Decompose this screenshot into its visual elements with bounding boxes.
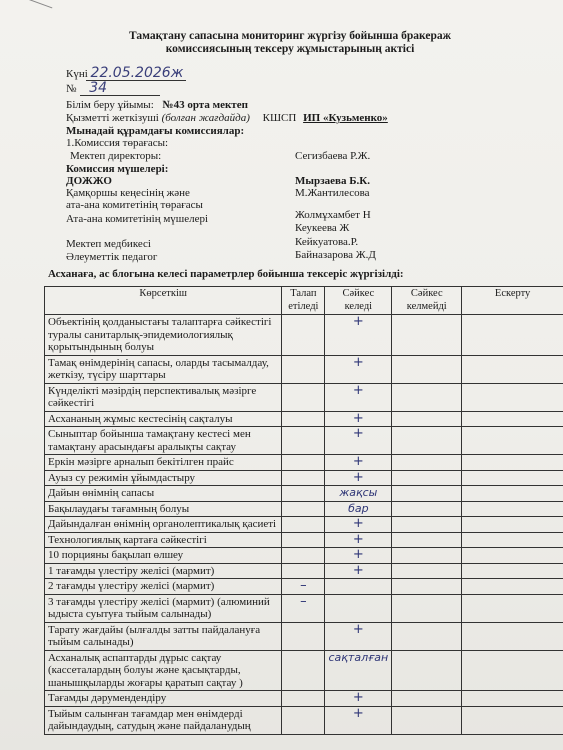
- header-indicator: Көрсеткіш: [45, 287, 282, 315]
- row-indicator: Дайындалған өнімнің органолептикалық қасиеті: [45, 517, 282, 533]
- row-compliant: жақсы: [325, 486, 392, 502]
- parents-label: Ата-ана комитетінің мүшелері: [66, 213, 209, 225]
- row-noncompliant: [392, 486, 462, 502]
- trustee-label-2: ата-ана комитетінің төрағасы: [66, 199, 203, 211]
- row-noncompliant: [392, 563, 462, 579]
- dojjo-name: Мырзаева Б.К.: [295, 175, 370, 187]
- row-compliant: +: [325, 622, 392, 650]
- row-indicator: Объектінің қолданыстағы талаптарға сәйкестігі туралы санитарлық-эпидемиологиялық қорытындының болуы: [45, 315, 282, 356]
- commission-header: Мынадай құрамдағы комиссиялар:: [66, 125, 245, 137]
- table-header-row: [45, 287, 563, 315]
- table-row: [45, 532, 563, 548]
- members-header: Комиссия мүшелері:: [66, 163, 169, 175]
- row-noncompliant: [392, 355, 462, 383]
- row-required: [282, 563, 325, 579]
- trustee-name: М.Жантилесова: [295, 187, 370, 199]
- table-row: [45, 579, 563, 595]
- row-required: [282, 355, 325, 383]
- nurse-label: Мектеп медбикесі: [66, 238, 151, 250]
- table-row: [45, 315, 563, 356]
- row-noncompliant: [392, 315, 462, 356]
- row-noncompliant: [392, 501, 462, 517]
- table-row: [45, 691, 563, 707]
- table-row: [45, 427, 563, 455]
- row-compliant: +: [325, 706, 392, 734]
- row-noncompliant: [392, 622, 462, 650]
- parent-name-2: Кеукеева Ж: [295, 222, 350, 234]
- table-row: [45, 383, 563, 411]
- director-label: Мектеп директоры:: [70, 150, 162, 162]
- row-indicator: Еркін мәзірге арналып бекітілген прайс: [45, 455, 282, 471]
- table-row: [45, 650, 563, 691]
- row-required: [282, 486, 325, 502]
- row-noncompliant: [392, 650, 462, 691]
- document-title: [100, 30, 480, 56]
- provider-value: ИП «Кузьменко»: [303, 112, 388, 124]
- row-compliant: [325, 579, 392, 595]
- row-note: [462, 470, 563, 486]
- social-label: Әлеуметтік педагог: [66, 251, 158, 263]
- row-indicator: Ауыз су режимін ұйымдастыру: [45, 470, 282, 486]
- inspection-table: [44, 286, 563, 735]
- row-required: [282, 501, 325, 517]
- table-body: [45, 315, 563, 735]
- table-row: [45, 622, 563, 650]
- row-indicator: 10 порцияны бақылап өлшеу: [45, 548, 282, 564]
- row-noncompliant: [392, 548, 462, 564]
- row-compliant: +: [325, 411, 392, 427]
- row-noncompliant: [392, 455, 462, 471]
- table-row: [45, 470, 563, 486]
- row-indicator: Бақылаудағы тағамның болуы: [45, 501, 282, 517]
- row-required: [282, 427, 325, 455]
- row-compliant: +: [325, 532, 392, 548]
- row-required: [282, 691, 325, 707]
- row-compliant: [325, 594, 392, 622]
- row-compliant: сақталған: [325, 650, 392, 691]
- row-noncompliant: [392, 532, 462, 548]
- row-note: [462, 411, 563, 427]
- row-required: –: [282, 579, 325, 595]
- table-row: [45, 501, 563, 517]
- trustee-label-1: Қамқоршы кеңесінің және: [66, 187, 190, 199]
- row-compliant: +: [325, 548, 392, 564]
- row-note: [462, 383, 563, 411]
- row-compliant: +: [325, 315, 392, 356]
- row-note: [462, 563, 563, 579]
- row-note: [462, 706, 563, 734]
- row-note: [462, 532, 563, 548]
- row-compliant: +: [325, 383, 392, 411]
- provider-row: [66, 112, 388, 125]
- row-indicator: Дайын өнімнің сапасы: [45, 486, 282, 502]
- row-compliant: +: [325, 691, 392, 707]
- row-required: [282, 532, 325, 548]
- chair-label: 1.Комиссия төрағасы:: [66, 137, 169, 149]
- row-required: [282, 383, 325, 411]
- dojjo-label: ДОЖЖО: [66, 175, 112, 187]
- table-row: [45, 548, 563, 564]
- row-indicator: 1 тағамды үлестіру желісі (мармит): [45, 563, 282, 579]
- row-indicator: Асханалық аспаптарды дұрыс сақтау (кассеталардың болуы және қасықтарды, шанышқыларды жоғары қаратып сақтау ): [45, 650, 282, 691]
- title-line-2: комиссиясының тексеру жұмыстарының актісі: [165, 43, 415, 55]
- row-required: [282, 622, 325, 650]
- row-note: [462, 455, 563, 471]
- row-compliant: бар: [325, 501, 392, 517]
- row-indicator: Сыныптар бойынша тамақтану кестесі мен тамақтану арасындағы аралықты сақтау: [45, 427, 282, 455]
- row-compliant: +: [325, 427, 392, 455]
- school-row: [66, 99, 248, 112]
- row-indicator: Асхананың жұмыс кестесінің сақталуы: [45, 411, 282, 427]
- row-compliant: +: [325, 455, 392, 471]
- social-name: Байназарова Ж.Д: [295, 249, 376, 261]
- provider-note: (болған жағдайда): [161, 112, 250, 124]
- row-indicator: Күнделікті мәзірдің перспективалық мәзірге сәйкестігі: [45, 383, 282, 411]
- title-line-1: Тамақтану сапасына мониторинг жүргізу бойынша бракераж: [129, 30, 451, 42]
- row-required: [282, 650, 325, 691]
- row-note: [462, 501, 563, 517]
- row-indicator: Тыйым салынған тағамдар мен өнімдерді дайындаудың, сатудың және пайдаланудың: [45, 706, 282, 734]
- row-note: [462, 427, 563, 455]
- parent-name-1: Жолмұхамбет Н: [295, 209, 371, 221]
- number-value: 34: [89, 80, 108, 96]
- row-compliant: +: [325, 517, 392, 533]
- table-row: [45, 486, 563, 502]
- table-row: [45, 594, 563, 622]
- row-noncompliant: [392, 706, 462, 734]
- number-label: №: [66, 83, 77, 95]
- paper-crease: [8, 0, 53, 27]
- number-underline: [80, 95, 160, 96]
- row-indicator: 3 тағамды үлестіру желісі (мармит) (алюминий ыдыста суытуға тыйым салынады): [45, 594, 282, 622]
- row-indicator: 2 тағамды үлестіру желісі (мармит): [45, 579, 282, 595]
- row-compliant: +: [325, 563, 392, 579]
- table-row: [45, 563, 563, 579]
- header-compliant: Сәйкес келеді: [325, 287, 392, 315]
- row-noncompliant: [392, 691, 462, 707]
- row-note: [462, 548, 563, 564]
- date-label: Күні: [66, 68, 88, 80]
- row-note: [462, 315, 563, 356]
- row-note: [462, 650, 563, 691]
- date-value: 22.05.2026ж: [90, 65, 184, 81]
- row-noncompliant: [392, 383, 462, 411]
- row-noncompliant: [392, 579, 462, 595]
- row-note: [462, 622, 563, 650]
- header-required: Талап етіледі: [282, 287, 325, 315]
- row-noncompliant: [392, 470, 462, 486]
- header-noncompliant: Сәйкес келмейді: [392, 287, 462, 315]
- header-note: Ескерту: [462, 287, 563, 315]
- row-required: [282, 315, 325, 356]
- row-note: [462, 517, 563, 533]
- row-required: [282, 548, 325, 564]
- date-row: [66, 67, 183, 81]
- provider-label: Қызметті жеткізуші: [66, 112, 159, 124]
- director-name: Сегизбаева Р.Ж.: [295, 150, 371, 162]
- table-row: [45, 355, 563, 383]
- row-note: [462, 486, 563, 502]
- number-row: [66, 82, 107, 96]
- row-noncompliant: [392, 411, 462, 427]
- table-row: [45, 411, 563, 427]
- row-compliant: +: [325, 470, 392, 486]
- row-required: [282, 411, 325, 427]
- table-row: [45, 706, 563, 734]
- row-indicator: Тамақ өнімдерінің сапасы, оларды тасымалдау, жеткізу, түсіру шарттары: [45, 355, 282, 383]
- table-row: [45, 517, 563, 533]
- row-note: [462, 355, 563, 383]
- row-indicator: Технологиялық картаға сәйкестігі: [45, 532, 282, 548]
- school-value: №43 орта мектеп: [162, 99, 248, 111]
- row-required: [282, 517, 325, 533]
- table-row: [45, 455, 563, 471]
- row-required: [282, 706, 325, 734]
- row-required: [282, 470, 325, 486]
- inspection-header: Асханаға, ас блогына келесі параметрлер бойынша тексеріс жүргізілді:: [48, 268, 404, 280]
- row-indicator: Тарату жағдайы (ылғалды затты пайдалануға тыйым салынады): [45, 622, 282, 650]
- nurse-name: Кейкуатова.Р.: [295, 236, 359, 248]
- row-note: [462, 594, 563, 622]
- row-noncompliant: [392, 517, 462, 533]
- row-note: [462, 691, 563, 707]
- row-indicator: Тағамды дәрумендендіру: [45, 691, 282, 707]
- row-required: [282, 455, 325, 471]
- row-note: [462, 579, 563, 595]
- row-noncompliant: [392, 427, 462, 455]
- school-label: Білім беру ұйымы:: [66, 99, 154, 111]
- provider-prefix: КШСП: [262, 112, 297, 124]
- row-noncompliant: [392, 594, 462, 622]
- row-compliant: +: [325, 355, 392, 383]
- row-required: –: [282, 594, 325, 622]
